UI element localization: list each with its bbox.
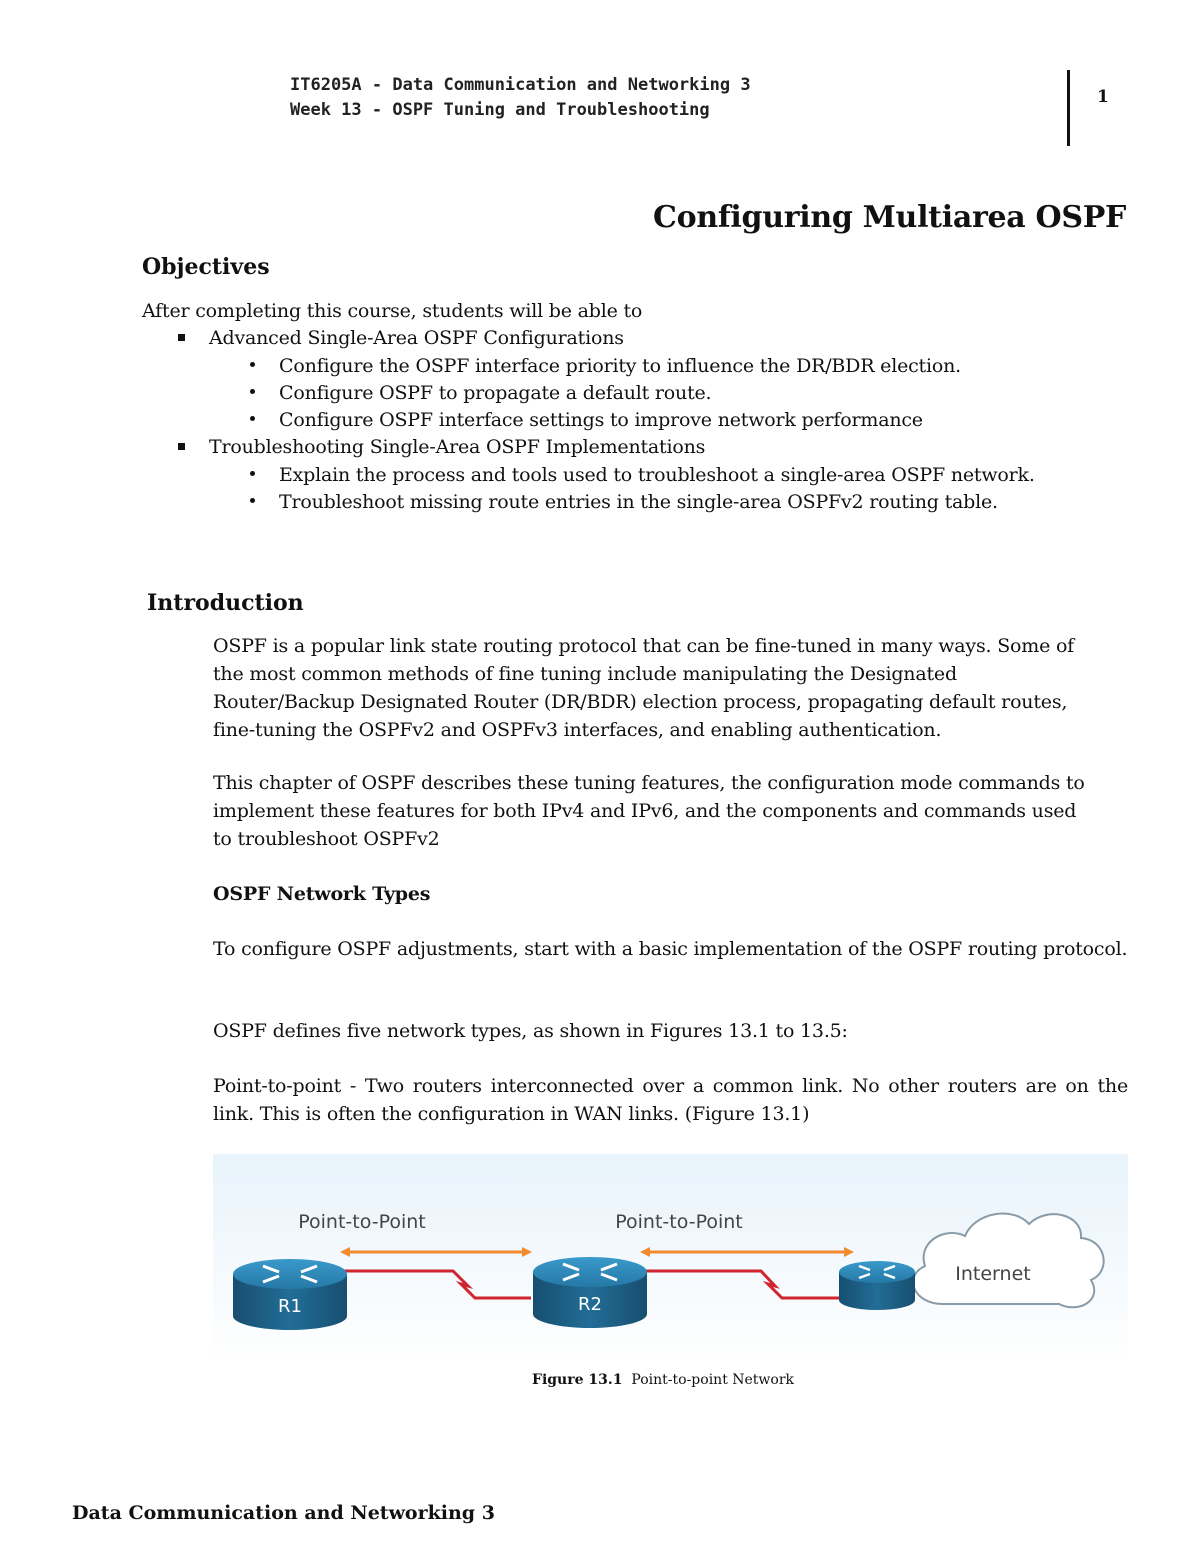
round-bullet-icon (250, 362, 255, 367)
objectives-heading: Objectives (142, 254, 270, 280)
objective-item (250, 352, 961, 380)
intro-paragraph-5: Point-to-point - Two routers interconnected over a common link. No other routers are on the link. This is often the configuration in WAN links. (Figure 13.1) (213, 1075, 1128, 1125)
figure-caption-text: Point-to-point Network (631, 1372, 795, 1388)
square-bullet-icon (178, 443, 185, 450)
objective-item (250, 461, 1035, 489)
round-bullet-icon (250, 416, 255, 421)
objective-group (178, 433, 705, 461)
objective-item-text: Configure OSPF to propagate a default route. (279, 382, 712, 404)
internet-router-icon (839, 1261, 915, 1310)
intro-paragraph-2 (213, 769, 1085, 853)
introduction-heading: Introduction (147, 590, 304, 616)
router-r2-label: R2 (578, 1294, 602, 1315)
router-r1-label: R1 (278, 1296, 302, 1317)
paragraph-line: OSPF is a popular link state routing protocol that can be fine-tuned in many ways. Some of (213, 635, 1075, 657)
objective-item-text: Configure OSPF interface settings to improve network performance (279, 409, 923, 431)
objective-item (250, 406, 923, 434)
objective-group-label: Advanced Single-Area OSPF Configurations (209, 327, 624, 349)
intro-paragraph-1 (213, 632, 1074, 744)
figure-caption (532, 1372, 794, 1388)
objectives-intro: After completing this course, students will be able to (142, 300, 643, 322)
square-bullet-icon (178, 334, 185, 341)
paragraph-line: fine-tuning the OSPFv2 and OSPFv3 interfaces, and enabling authentication. (213, 719, 942, 741)
header-course-line: IT6205A - Data Communication and Networking 3 (290, 75, 751, 95)
serial-link (645, 1271, 839, 1298)
serial-link (343, 1271, 531, 1298)
intro-paragraph-4: OSPF defines five network types, as shown in Figures 13.1 to 13.5: (213, 1020, 848, 1042)
paragraph-line: the most common methods of fine tuning include manipulating the Designated (213, 663, 957, 685)
header-divider (1067, 70, 1070, 146)
paragraph-line: Router/Backup Designated Router (DR/BDR) election process, propagating default routes, (213, 691, 1068, 713)
header-week-line: Week 13 - OSPF Tuning and Troubleshooting (290, 100, 710, 120)
paragraph-line: to troubleshoot OSPFv2 (213, 828, 440, 850)
page-number: 1 (1097, 87, 1109, 107)
objective-item (250, 488, 998, 516)
link-label-left: Point-to-Point (298, 1211, 426, 1233)
round-bullet-icon (250, 389, 255, 394)
objective-item-text: Explain the process and tools used to troubleshoot a single-area OSPF network. (279, 464, 1035, 486)
router-r1-icon (233, 1259, 347, 1330)
figure-point-to-point (213, 1154, 1128, 1368)
figure-caption-number: Figure 13.1 (532, 1372, 623, 1388)
cloud-label: Internet (955, 1263, 1031, 1285)
network-diagram (213, 1154, 1128, 1368)
network-types-subheading: OSPF Network Types (213, 883, 431, 905)
link-label-right: Point-to-Point (615, 1211, 743, 1233)
document-title: Configuring Multiarea OSPF (653, 200, 1126, 235)
round-bullet-icon (250, 471, 255, 476)
objective-item-text: Troubleshoot missing route entries in the single-area OSPFv2 routing table. (279, 491, 998, 513)
objective-group-label: Troubleshooting Single-Area OSPF Implementations (209, 436, 706, 458)
round-bullet-icon (250, 498, 255, 503)
objective-item-text: Configure the OSPF interface priority to influence the DR/BDR election. (279, 355, 961, 377)
objective-group (178, 324, 624, 352)
router-r2-icon (533, 1257, 647, 1328)
paragraph-line: This chapter of OSPF describes these tuning features, the configuration mode commands to (213, 772, 1085, 794)
internet-cloud-icon (913, 1214, 1104, 1308)
intro-paragraph-3: To configure OSPF adjustments, start with a basic implementation of the OSPF routing protocol. (213, 938, 1128, 960)
objective-item (250, 379, 711, 407)
paragraph-line: implement these features for both IPv4 and IPv6, and the components and commands used (213, 800, 1077, 822)
page-footer: Data Communication and Networking 3 (72, 1502, 495, 1524)
